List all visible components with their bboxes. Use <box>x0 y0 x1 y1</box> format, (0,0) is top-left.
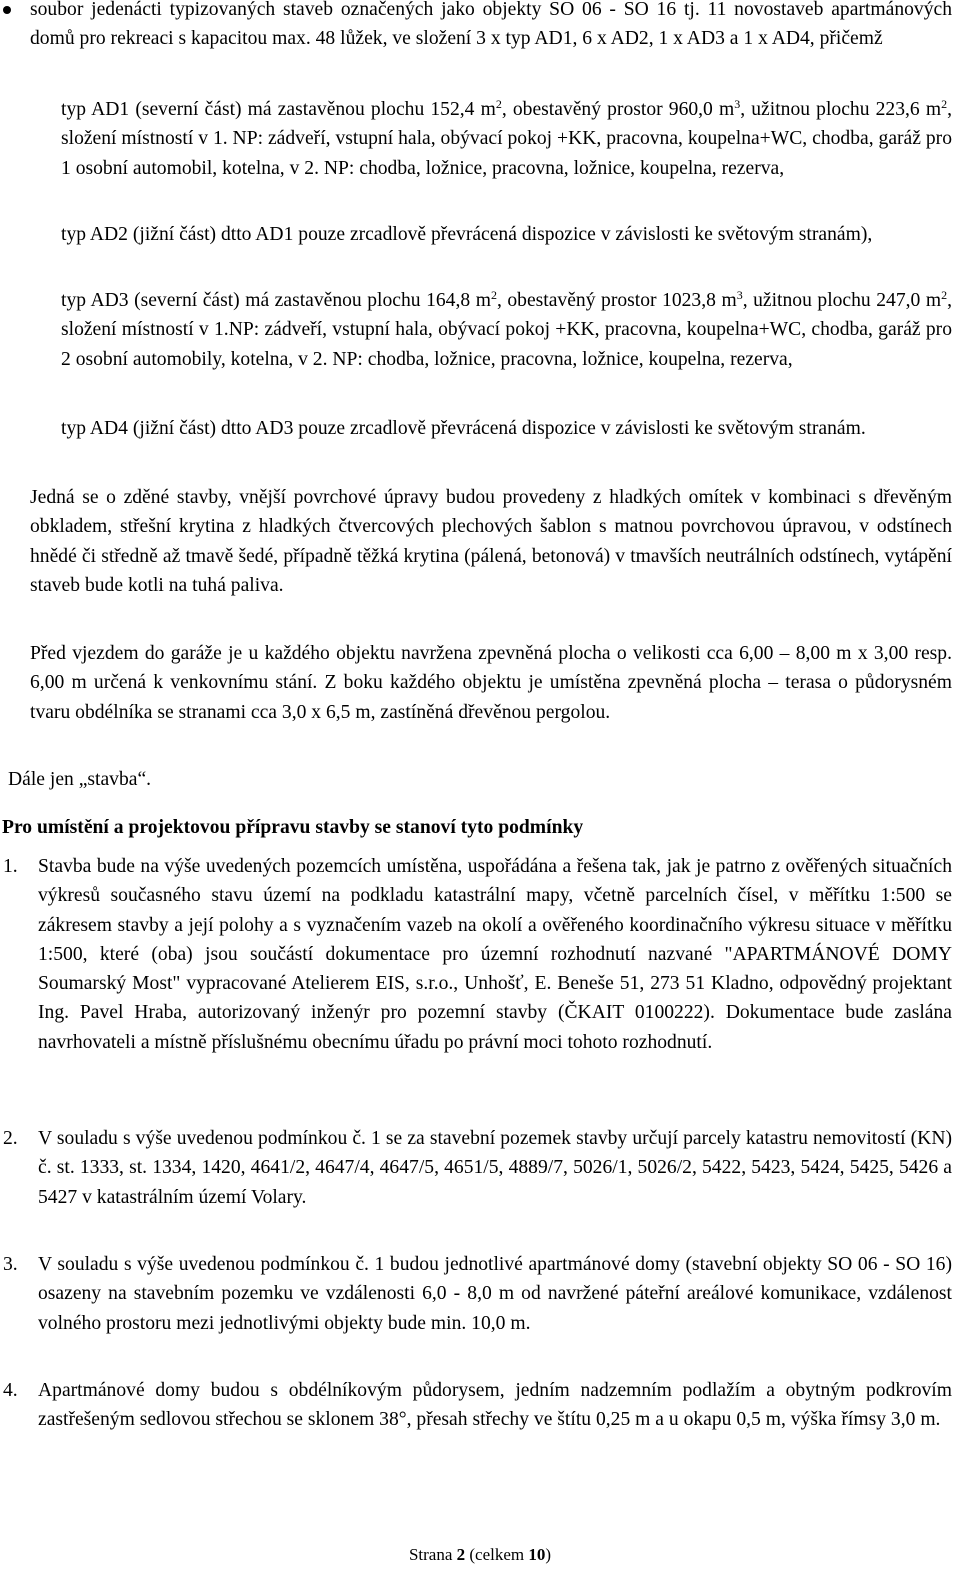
condition-text: Stavba bude na výše uvedených pozemcích umístěna, uspořádána a řešena tak, jak je patrno z ověřených situačních výkresů současného stavu území na podkladu katastrální mapy, včetně parcelních čísel, v měřítku 1:500 se zákresem stavby a její polohy a s vyznačením vazeb na okolí a ověřeného koordinačního výkresu situace v měřítku 1:500, které (oba) jsou součástí dokumentace pro územní rozhodnutí nazvané "APARTMÁNOVÉ DOMY Soumarský Most" vypracované Atelierem EIS, s.r.o., Unhošť, E. Beneše 51, 273 51 Kladno, odpovědný projektant Ing. Pavel Hraba, autorizovaný inženýr pro pozemní stavby (ČKAIT 0100222). Dokumentace bude zaslána navrhovateli a místně příslušnému obecnímu úřadu po právní moci tohoto rozhodnutí. <box>38 856 952 1053</box>
superscript: 2 <box>490 288 497 302</box>
footer-mid: (celkem <box>465 1545 529 1564</box>
superscript: 2 <box>941 288 948 302</box>
bullet-item <box>30 0 952 54</box>
paragraph-dale: Dále jen „stavba“. <box>8 769 152 790</box>
superscript: 3 <box>734 97 741 111</box>
paragraph-materials: Jedná se o zděné stavby, vnější povrchové úpravy budou provedeny z hladkých omítek v kombinaci s dřevěným obkladem, střešní krytina z hladkých čtvercových plechových šablon s matnou povrchovou úpravou, v odstínech hnědé či středně až tmavě šedé, případně těžká krytina (pálená, betonová) v tmavších neutrálních odstínech, vytápění staveb bude kotli na tuhá paliva. <box>30 487 952 596</box>
page-footer <box>0 1543 960 1567</box>
type-ad3-text-a: typ AD3 (severní část) má zastavěnou plochu 164,8 m <box>61 290 491 311</box>
condition-text: Apartmánové domy budou s obdélníkovým půdorysem, jedním nadzemním podlažím a obytným podkrovím zastřešeným sedlovou střechou se sklonem 38°, přesah střechy ve štítu 0,25 m a u okapu 0,5 m, výška římsy 3,0 m. <box>38 1380 952 1431</box>
type-ad2: typ AD2 (jižní část) dtto AD1 pouze zrcadlově převrácená dispozice v závislosti ke světovým stranám), <box>61 224 873 245</box>
footer-suffix: ) <box>545 1545 552 1564</box>
condition-item <box>3 852 952 1057</box>
footer-page-number: 2 <box>456 1545 466 1564</box>
condition-text: V souladu s výše uvedenou podmínkou č. 1 se za stavební pozemek stavby určují parcely katastru nemovitostí (KN) č. st. 1333, st. 1334, 1420, 4641/2, 4647/4, 4647/5, 4651/5, 4889/7, 5026/1, 5026/2, 5422, 5423, 5424, 5425, 5426 a 5427 v katastrálním území Volary. <box>38 1128 952 1208</box>
condition-text: V souladu s výše uvedenou podmínkou č. 1 budou jednotlivé apartmánové domy (stavební objekty SO 06 - SO 16) osazeny na stavebním pozemku ve vzdálenosti 6,0 - 8,0 m od navržené páteřní areálové komunikace, vzdálenost volného prostoru mezi jednotlivými objekty bude min. 10,0 m. <box>38 1254 952 1334</box>
footer-total-pages: 10 <box>528 1545 546 1564</box>
bullet-text: soubor jedenácti typizovaných staveb označených jako objekty SO 06 - SO 16 tj. 11 novostaveb apartmánových domů pro rekreaci s kapacitou max. 48 lůžek, ve složení 3 x typ AD1, 6 x AD2, 1 x AD3 a 1 x AD4, přičemž <box>30 0 952 50</box>
bullet-dot-icon <box>3 6 11 14</box>
condition-item <box>3 1124 952 1212</box>
type-ad1-text-c: , užitnou plochu 223,6 m <box>740 99 942 120</box>
section-heading: Pro umístění a projektovou přípravu stavby se stanoví tyto podmínky <box>2 817 584 838</box>
condition-number: 1. <box>3 856 18 877</box>
condition-number: 4. <box>3 1380 18 1401</box>
condition-number: 2. <box>3 1128 18 1149</box>
type-ad1-text-d: , složení místností v 1. NP: zádveří, vstupní hala, obývací pokoj +KK, pracovna, koupelna+WC, chodba, garáž pro 1 osobní automobil, kotelna, v 2. NP: chodba, ložnice, pracovna, ložnice, koupelna, rezerva, <box>61 99 952 179</box>
superscript: 2 <box>495 97 502 111</box>
type-ad4: typ AD4 (jižní část) dtto AD3 pouze zrcadlově převrácená dispozice v závislosti ke světovým stranám. <box>61 418 866 439</box>
type-ad1-text-a: typ AD1 (severní část) má zastavěnou plochu 152,4 m <box>61 99 496 120</box>
type-ad3-text-d: , složení místností v 1.NP: zádveří, vstupní hala, obývací pokoj +KK, pracovna, koupelna+WC, chodba, garáž pro 2 osobní automobily, kotelna, v 2. NP: chodba, ložnice, pracovna, ložnice, koupelna, rezerva, <box>61 290 952 370</box>
type-ad1-text-b: , obestavěný prostor 960,0 m <box>501 99 735 120</box>
type-ad1 <box>61 95 952 183</box>
paragraph-parking: Před vjezdem do garáže je u každého objektu navržena zpevněná plocha o velikosti cca 6,00 – 8,00 m x 3,00 resp. 6,00 m určená k venkovnímu stání. Z boku každého objektu je umístěna zpevněná plocha – terasa o půdorysném tvaru obdélníka se stranami cca 3,0 x 6,5 m, zastíněná dřevěnou pergolou. <box>30 643 952 723</box>
footer-prefix: Strana <box>408 1545 457 1564</box>
superscript: 3 <box>736 288 743 302</box>
condition-item <box>3 1250 952 1338</box>
condition-number: 3. <box>3 1254 18 1275</box>
type-ad3-text-b: , obestavěný prostor 1023,8 m <box>496 290 737 311</box>
superscript: 2 <box>941 97 948 111</box>
condition-item <box>3 1376 952 1435</box>
type-ad3 <box>61 286 952 374</box>
type-ad3-text-c: , užitnou plochu 247,0 m <box>742 290 942 311</box>
